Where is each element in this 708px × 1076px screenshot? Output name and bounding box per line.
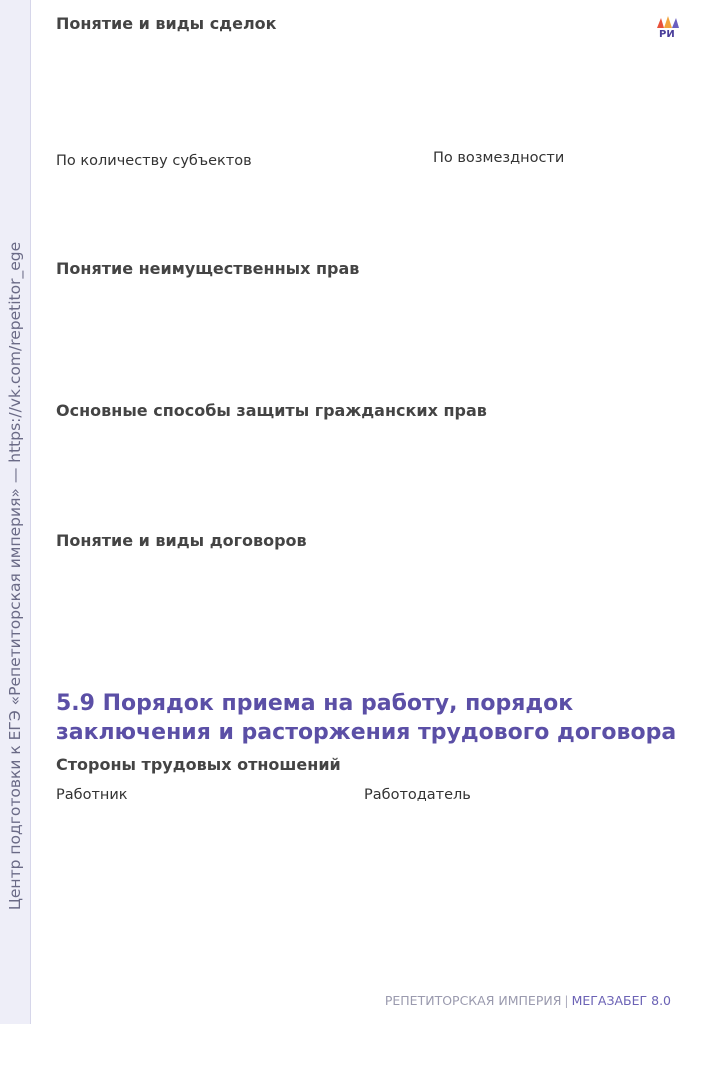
heading-protection-methods: Основные способы защиты гражданских прав [56, 401, 487, 420]
side-strip [0, 0, 31, 1024]
heading-deals: Понятие и виды сделок [56, 14, 277, 33]
footer [385, 993, 671, 1008]
label-employee: Работник [56, 787, 128, 803]
deals-by-payment: По возмездности [433, 150, 565, 166]
footer-separator: | [564, 993, 569, 1008]
logo-text: РИ [659, 29, 675, 40]
section-5-9-title [56, 689, 676, 747]
footer-event: МЕГАЗАБЕГ 8.0 [571, 993, 671, 1008]
section-5-9-title-line2: заключения и расторжения трудового договора [56, 720, 677, 745]
section-5-9-title-line1: 5.9 Порядок приема на работу, порядок [56, 691, 574, 716]
footer-brand: РЕПЕТИТОРСКАЯ ИМПЕРИЯ [384, 993, 562, 1008]
heading-labor-parties: Стороны трудовых отношений [56, 755, 341, 774]
label-employer: Работодатель [364, 787, 471, 803]
deals-by-subjects: По количеству субъектов [56, 153, 252, 169]
sidebar-vertical-text: Центр подготовки к ЕГЭ «Репетиторская империя» — https://vk.com/repetitor_ege [6, 241, 24, 911]
heading-non-property-rights: Понятие неимущественных прав [56, 259, 360, 278]
heading-contracts: Понятие и виды договоров [56, 531, 307, 550]
